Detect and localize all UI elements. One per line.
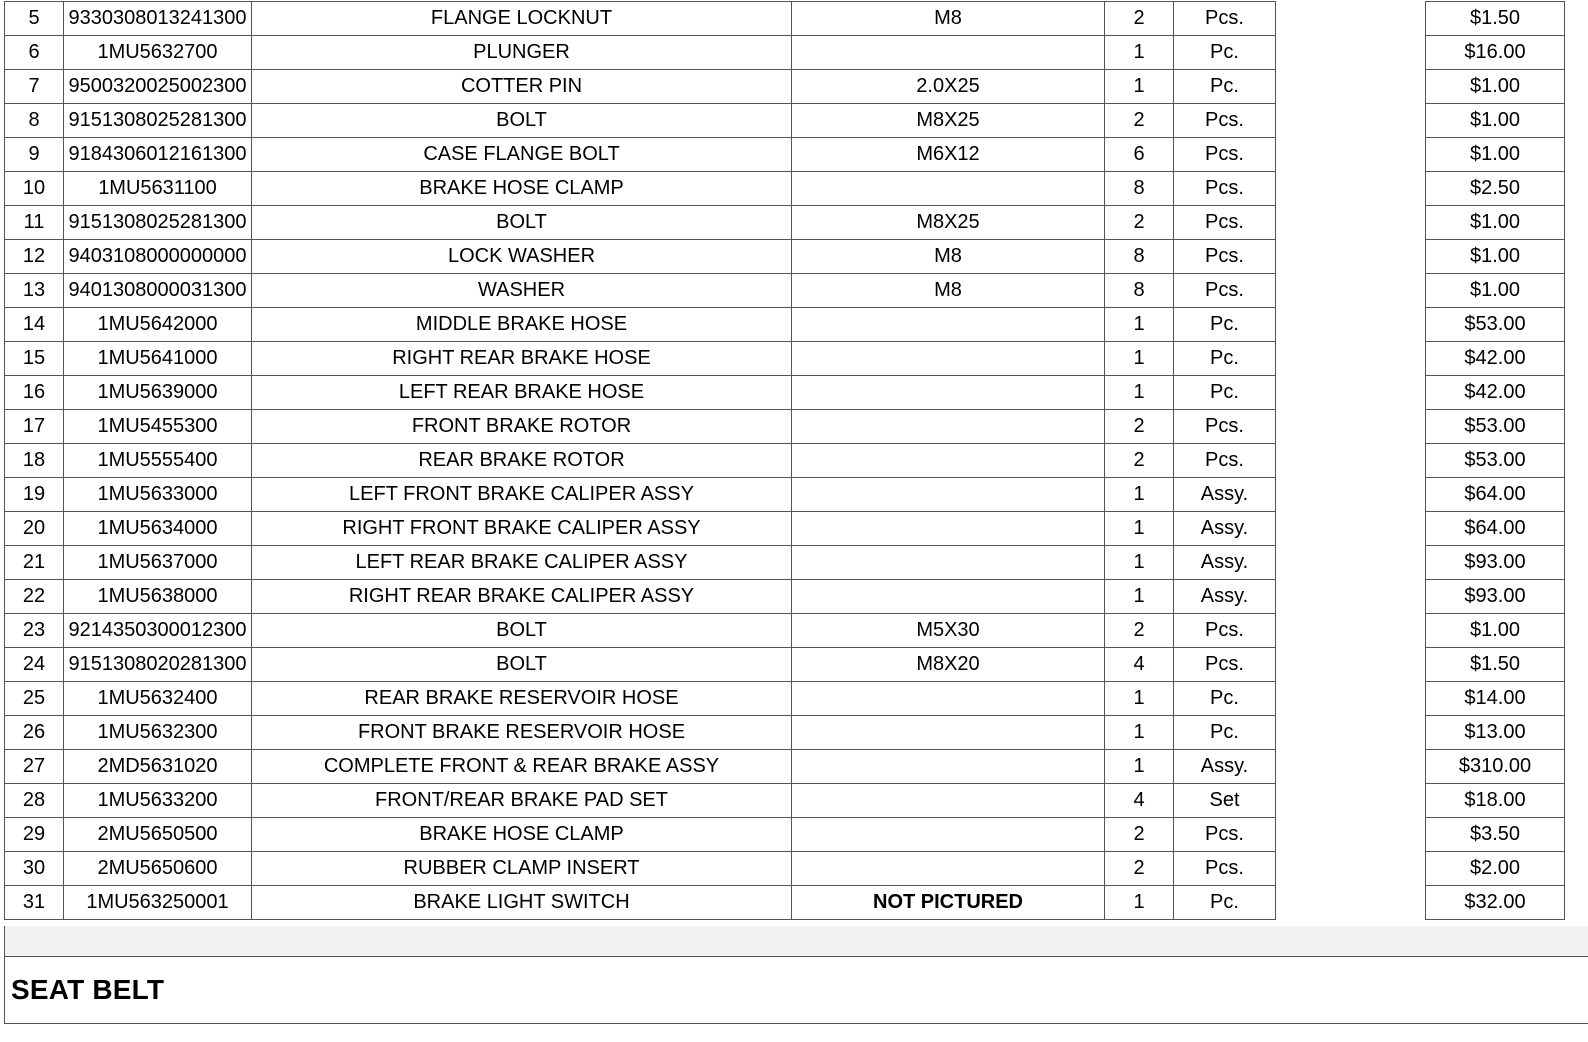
blank-cell: [1276, 716, 1426, 750]
description-cell: RUBBER CLAMP INSERT: [252, 852, 792, 886]
price-cell: $53.00: [1426, 410, 1565, 444]
quantity-cell: 1: [1105, 886, 1174, 920]
unit-cell: Pcs.: [1174, 852, 1276, 886]
ref-number-cell: 25: [5, 682, 64, 716]
blank-cell: [1276, 206, 1426, 240]
unit-cell: Pcs.: [1174, 240, 1276, 274]
price-cell: $93.00: [1426, 546, 1565, 580]
description-cell: LEFT REAR BRAKE HOSE: [252, 376, 792, 410]
part-number-cell: 2MD5631020: [64, 750, 252, 784]
size-cell: M8X20: [792, 648, 1105, 682]
size-cell: M8: [792, 240, 1105, 274]
part-number-cell: 9184306012161300: [64, 138, 252, 172]
quantity-cell: 2: [1105, 614, 1174, 648]
price-cell: $53.00: [1426, 308, 1565, 342]
unit-cell: Pc.: [1174, 682, 1276, 716]
ref-number-cell: 28: [5, 784, 64, 818]
edge-cell: [1565, 308, 1588, 342]
size-cell: [792, 852, 1105, 886]
ref-number-cell: 21: [5, 546, 64, 580]
quantity-cell: 4: [1105, 648, 1174, 682]
description-cell: PLUNGER: [252, 36, 792, 70]
ref-number-cell: 10: [5, 172, 64, 206]
edge-cell: [1565, 716, 1588, 750]
unit-cell: Assy.: [1174, 750, 1276, 784]
size-cell: M8: [792, 2, 1105, 36]
part-number-cell: 1MU5632300: [64, 716, 252, 750]
quantity-cell: 1: [1105, 580, 1174, 614]
blank-cell: [1276, 750, 1426, 784]
ref-number-cell: 6: [5, 36, 64, 70]
table-row: [5, 784, 1588, 818]
unit-cell: Pcs.: [1174, 410, 1276, 444]
parts-table-body: [5, 2, 1588, 920]
size-cell: 2.0X25: [792, 70, 1105, 104]
description-cell: BRAKE HOSE CLAMP: [252, 818, 792, 852]
price-cell: $93.00: [1426, 580, 1565, 614]
table-row: [5, 36, 1588, 70]
part-number-cell: 1MU5632400: [64, 682, 252, 716]
price-cell: $64.00: [1426, 478, 1565, 512]
edge-cell: [1565, 512, 1588, 546]
description-cell: RIGHT FRONT BRAKE CALIPER ASSY: [252, 512, 792, 546]
quantity-cell: 8: [1105, 274, 1174, 308]
edge-cell: [1565, 682, 1588, 716]
ref-number-cell: 20: [5, 512, 64, 546]
description-cell: BRAKE LIGHT SWITCH: [252, 886, 792, 920]
quantity-cell: 1: [1105, 716, 1174, 750]
table-row: [5, 444, 1588, 478]
blank-cell: [1276, 546, 1426, 580]
description-cell: FRONT BRAKE ROTOR: [252, 410, 792, 444]
table-row: [5, 308, 1588, 342]
edge-cell: [1565, 410, 1588, 444]
price-cell: $1.50: [1426, 648, 1565, 682]
edge-cell: [1565, 376, 1588, 410]
unit-cell: Pc.: [1174, 716, 1276, 750]
size-cell: M8X25: [792, 206, 1105, 240]
unit-cell: Pcs.: [1174, 648, 1276, 682]
ref-number-cell: 14: [5, 308, 64, 342]
quantity-cell: 1: [1105, 546, 1174, 580]
quantity-cell: 2: [1105, 852, 1174, 886]
size-cell: [792, 512, 1105, 546]
unit-cell: Pcs.: [1174, 274, 1276, 308]
edge-cell: [1565, 648, 1588, 682]
quantity-cell: 1: [1105, 70, 1174, 104]
table-row: [5, 70, 1588, 104]
table-row: [5, 138, 1588, 172]
part-number-cell: 9151308025281300: [64, 104, 252, 138]
unit-cell: Pcs.: [1174, 444, 1276, 478]
size-cell: [792, 682, 1105, 716]
ref-number-cell: 24: [5, 648, 64, 682]
size-cell: [792, 308, 1105, 342]
edge-cell: [1565, 206, 1588, 240]
part-number-cell: 1MU5637000: [64, 546, 252, 580]
table-row: [5, 580, 1588, 614]
edge-cell: [1565, 546, 1588, 580]
part-number-cell: 1MU5639000: [64, 376, 252, 410]
description-cell: BOLT: [252, 206, 792, 240]
ref-number-cell: 19: [5, 478, 64, 512]
description-cell: REAR BRAKE ROTOR: [252, 444, 792, 478]
description-cell: LEFT REAR BRAKE CALIPER ASSY: [252, 546, 792, 580]
unit-cell: Pc.: [1174, 376, 1276, 410]
table-row: [5, 410, 1588, 444]
edge-cell: [1565, 852, 1588, 886]
unit-cell: Assy.: [1174, 478, 1276, 512]
table-row: [5, 750, 1588, 784]
quantity-cell: 1: [1105, 342, 1174, 376]
edge-cell: [1565, 240, 1588, 274]
blank-cell: [1276, 614, 1426, 648]
size-cell: [792, 36, 1105, 70]
table-row: [5, 376, 1588, 410]
ref-number-cell: 16: [5, 376, 64, 410]
price-cell: $18.00: [1426, 784, 1565, 818]
quantity-cell: 2: [1105, 104, 1174, 138]
description-cell: WASHER: [252, 274, 792, 308]
section-spacer: [4, 926, 1588, 956]
size-cell: [792, 784, 1105, 818]
edge-cell: [1565, 70, 1588, 104]
price-cell: $310.00: [1426, 750, 1565, 784]
part-number-cell: 9330308013241300: [64, 2, 252, 36]
edge-cell: [1565, 274, 1588, 308]
part-number-cell: 9214350300012300: [64, 614, 252, 648]
parts-table: [4, 1, 1588, 920]
ref-number-cell: 22: [5, 580, 64, 614]
price-cell: $1.00: [1426, 206, 1565, 240]
table-row: [5, 716, 1588, 750]
ref-number-cell: 5: [5, 2, 64, 36]
price-cell: $1.50: [1426, 2, 1565, 36]
blank-cell: [1276, 172, 1426, 206]
size-cell: NOT PICTURED: [792, 886, 1105, 920]
edge-cell: [1565, 172, 1588, 206]
price-cell: $42.00: [1426, 376, 1565, 410]
part-number-cell: 1MU5634000: [64, 512, 252, 546]
ref-number-cell: 31: [5, 886, 64, 920]
ref-number-cell: 17: [5, 410, 64, 444]
unit-cell: Pc.: [1174, 886, 1276, 920]
price-cell: $2.50: [1426, 172, 1565, 206]
blank-cell: [1276, 444, 1426, 478]
price-cell: $1.00: [1426, 240, 1565, 274]
part-number-cell: 1MU5555400: [64, 444, 252, 478]
part-number-cell: 1MU5633200: [64, 784, 252, 818]
part-number-cell: 9403108000000000: [64, 240, 252, 274]
quantity-cell: 2: [1105, 818, 1174, 852]
unit-cell: Assy.: [1174, 546, 1276, 580]
blank-cell: [1276, 818, 1426, 852]
unit-cell: Pcs.: [1174, 614, 1276, 648]
edge-cell: [1565, 784, 1588, 818]
description-cell: BOLT: [252, 648, 792, 682]
price-cell: $42.00: [1426, 342, 1565, 376]
price-cell: $16.00: [1426, 36, 1565, 70]
quantity-cell: 1: [1105, 512, 1174, 546]
size-cell: [792, 750, 1105, 784]
ref-number-cell: 7: [5, 70, 64, 104]
unit-cell: Pcs.: [1174, 818, 1276, 852]
quantity-cell: 4: [1105, 784, 1174, 818]
price-cell: $53.00: [1426, 444, 1565, 478]
unit-cell: Assy.: [1174, 512, 1276, 546]
blank-cell: [1276, 308, 1426, 342]
size-cell: [792, 376, 1105, 410]
edge-cell: [1565, 614, 1588, 648]
blank-cell: [1276, 342, 1426, 376]
ref-number-cell: 9: [5, 138, 64, 172]
edge-cell: [1565, 342, 1588, 376]
size-cell: [792, 580, 1105, 614]
quantity-cell: 8: [1105, 172, 1174, 206]
size-cell: M8: [792, 274, 1105, 308]
part-number-cell: 9151308025281300: [64, 206, 252, 240]
price-cell: $2.00: [1426, 852, 1565, 886]
part-number-cell: 1MU5638000: [64, 580, 252, 614]
quantity-cell: 6: [1105, 138, 1174, 172]
description-cell: COMPLETE FRONT & REAR BRAKE ASSY: [252, 750, 792, 784]
table-row: [5, 342, 1588, 376]
price-cell: $14.00: [1426, 682, 1565, 716]
size-cell: [792, 478, 1105, 512]
blank-cell: [1276, 2, 1426, 36]
table-row: [5, 512, 1588, 546]
quantity-cell: 1: [1105, 682, 1174, 716]
blank-cell: [1276, 104, 1426, 138]
table-row: [5, 2, 1588, 36]
edge-cell: [1565, 444, 1588, 478]
price-cell: $3.50: [1426, 818, 1565, 852]
edge-cell: [1565, 818, 1588, 852]
ref-number-cell: 29: [5, 818, 64, 852]
ref-number-cell: 15: [5, 342, 64, 376]
size-cell: [792, 342, 1105, 376]
description-cell: BRAKE HOSE CLAMP: [252, 172, 792, 206]
blank-cell: [1276, 852, 1426, 886]
price-cell: $1.00: [1426, 70, 1565, 104]
description-cell: MIDDLE BRAKE HOSE: [252, 308, 792, 342]
quantity-cell: 1: [1105, 376, 1174, 410]
table-row: [5, 682, 1588, 716]
price-cell: $1.00: [1426, 274, 1565, 308]
size-cell: [792, 546, 1105, 580]
unit-cell: Pc.: [1174, 342, 1276, 376]
blank-cell: [1276, 580, 1426, 614]
unit-cell: Pcs.: [1174, 2, 1276, 36]
quantity-cell: 2: [1105, 444, 1174, 478]
quantity-cell: 2: [1105, 410, 1174, 444]
part-number-cell: 1MU5632700: [64, 36, 252, 70]
edge-cell: [1565, 580, 1588, 614]
edge-cell: [1565, 750, 1588, 784]
size-cell: M6X12: [792, 138, 1105, 172]
section-title: SEAT BELT: [11, 974, 165, 1005]
section-header: [4, 956, 1588, 1024]
description-cell: REAR BRAKE RESERVOIR HOSE: [252, 682, 792, 716]
part-number-cell: 9151308020281300: [64, 648, 252, 682]
size-cell: [792, 716, 1105, 750]
table-row: [5, 648, 1588, 682]
quantity-cell: 2: [1105, 206, 1174, 240]
table-row: [5, 240, 1588, 274]
quantity-cell: 1: [1105, 750, 1174, 784]
table-row: [5, 274, 1588, 308]
unit-cell: Pc.: [1174, 70, 1276, 104]
description-cell: FRONT BRAKE RESERVOIR HOSE: [252, 716, 792, 750]
blank-cell: [1276, 376, 1426, 410]
blank-cell: [1276, 682, 1426, 716]
part-number-cell: 1MU5642000: [64, 308, 252, 342]
part-number-cell: 1MU5641000: [64, 342, 252, 376]
quantity-cell: 2: [1105, 2, 1174, 36]
size-cell: [792, 818, 1105, 852]
table-row: [5, 206, 1588, 240]
price-cell: $13.00: [1426, 716, 1565, 750]
part-number-cell: 2MU5650600: [64, 852, 252, 886]
description-cell: COTTER PIN: [252, 70, 792, 104]
blank-cell: [1276, 512, 1426, 546]
price-cell: $32.00: [1426, 886, 1565, 920]
part-number-cell: 1MU5455300: [64, 410, 252, 444]
ref-number-cell: 12: [5, 240, 64, 274]
part-number-cell: 1MU563250001: [64, 886, 252, 920]
table-row: [5, 478, 1588, 512]
description-cell: BOLT: [252, 614, 792, 648]
part-number-cell: 9401308000031300: [64, 274, 252, 308]
unit-cell: Pcs.: [1174, 206, 1276, 240]
table-row: [5, 546, 1588, 580]
table-row: [5, 172, 1588, 206]
description-cell: CASE FLANGE BOLT: [252, 138, 792, 172]
blank-cell: [1276, 240, 1426, 274]
blank-cell: [1276, 274, 1426, 308]
table-row: [5, 614, 1588, 648]
description-cell: RIGHT REAR BRAKE HOSE: [252, 342, 792, 376]
part-number-cell: 1MU5633000: [64, 478, 252, 512]
price-cell: $1.00: [1426, 138, 1565, 172]
quantity-cell: 1: [1105, 36, 1174, 70]
unit-cell: Pcs.: [1174, 138, 1276, 172]
size-cell: M5X30: [792, 614, 1105, 648]
part-number-cell: 2MU5650500: [64, 818, 252, 852]
description-cell: LOCK WASHER: [252, 240, 792, 274]
description-cell: FLANGE LOCKNUT: [252, 2, 792, 36]
price-cell: $1.00: [1426, 104, 1565, 138]
blank-cell: [1276, 886, 1426, 920]
ref-number-cell: 23: [5, 614, 64, 648]
edge-cell: [1565, 2, 1588, 36]
ref-number-cell: 11: [5, 206, 64, 240]
quantity-cell: 1: [1105, 478, 1174, 512]
description-cell: FRONT/REAR BRAKE PAD SET: [252, 784, 792, 818]
ref-number-cell: 8: [5, 104, 64, 138]
unit-cell: Pcs.: [1174, 104, 1276, 138]
size-cell: [792, 444, 1105, 478]
ref-number-cell: 13: [5, 274, 64, 308]
blank-cell: [1276, 36, 1426, 70]
price-cell: $1.00: [1426, 614, 1565, 648]
blank-cell: [1276, 478, 1426, 512]
price-cell: $64.00: [1426, 512, 1565, 546]
description-cell: LEFT FRONT BRAKE CALIPER ASSY: [252, 478, 792, 512]
description-cell: RIGHT REAR BRAKE CALIPER ASSY: [252, 580, 792, 614]
unit-cell: Pc.: [1174, 308, 1276, 342]
quantity-cell: 8: [1105, 240, 1174, 274]
ref-number-cell: 27: [5, 750, 64, 784]
edge-cell: [1565, 138, 1588, 172]
unit-cell: Pc.: [1174, 36, 1276, 70]
table-row: [5, 104, 1588, 138]
ref-number-cell: 30: [5, 852, 64, 886]
ref-number-cell: 18: [5, 444, 64, 478]
blank-cell: [1276, 138, 1426, 172]
size-cell: [792, 172, 1105, 206]
unit-cell: Assy.: [1174, 580, 1276, 614]
blank-cell: [1276, 784, 1426, 818]
blank-cell: [1276, 410, 1426, 444]
edge-cell: [1565, 36, 1588, 70]
edge-cell: [1565, 886, 1588, 920]
edge-cell: [1565, 478, 1588, 512]
ref-number-cell: 26: [5, 716, 64, 750]
table-row: [5, 818, 1588, 852]
size-cell: [792, 410, 1105, 444]
table-row: [5, 886, 1588, 920]
table-row: [5, 852, 1588, 886]
description-cell: BOLT: [252, 104, 792, 138]
blank-cell: [1276, 648, 1426, 682]
quantity-cell: 1: [1105, 308, 1174, 342]
blank-cell: [1276, 70, 1426, 104]
part-number-cell: 9500320025002300: [64, 70, 252, 104]
unit-cell: Pcs.: [1174, 172, 1276, 206]
edge-cell: [1565, 104, 1588, 138]
size-cell: M8X25: [792, 104, 1105, 138]
unit-cell: Set: [1174, 784, 1276, 818]
part-number-cell: 1MU5631100: [64, 172, 252, 206]
